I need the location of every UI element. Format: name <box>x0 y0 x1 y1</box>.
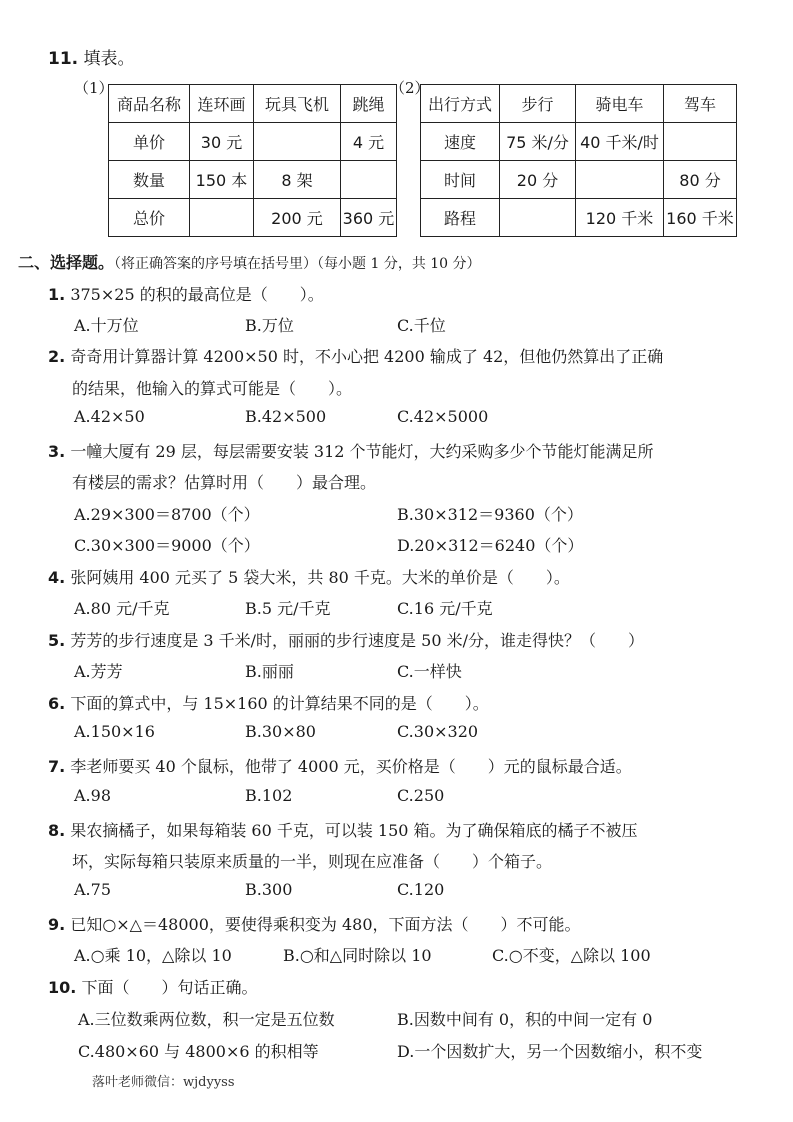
question-text-continued: 的结果，他输入的算式可能是（ ）。 <box>72 379 353 398</box>
option-b[interactable]: B.万位 <box>245 316 294 335</box>
question-2 <box>48 344 663 367</box>
question-number: 3. <box>48 442 66 461</box>
question-number: 6. <box>48 694 66 713</box>
option-d[interactable]: D.一个因数扩大，另一个因数缩小，积不变 <box>397 1042 703 1061</box>
table1-label: （1） <box>74 79 114 97</box>
option-b[interactable]: B.○和△同时除以 10 <box>283 946 432 965</box>
option-c[interactable]: C.120 <box>397 880 445 899</box>
option-d[interactable]: D.20×312＝6240（个） <box>397 536 584 555</box>
table-cell: 骑电车 <box>576 85 664 123</box>
question-10 <box>48 975 257 998</box>
goods-table <box>108 84 397 237</box>
option-c[interactable]: C.30×320 <box>397 722 479 741</box>
table-cell: 120 千米 <box>576 199 664 237</box>
table-cell: 20 分 <box>500 161 576 199</box>
question-9 <box>48 912 581 935</box>
question-text: 奇奇用计算器计算 4200×50 时，不小心把 4200 输成了 42，但他仍然算出了正确 <box>70 347 664 366</box>
footer-text: 落叶老师微信：wjdyyss <box>92 1075 235 1090</box>
question-text-continued: 有楼层的需求？估算时用（ ）最合理。 <box>72 473 377 492</box>
option-a[interactable]: A.80 元/千克 <box>74 599 170 618</box>
table-cell: 总价 <box>109 199 190 237</box>
table-cell <box>664 123 737 161</box>
table-cell: 75 米/分 <box>500 123 576 161</box>
option-b[interactable]: B.300 <box>245 880 293 899</box>
option-a[interactable]: A.150×16 <box>74 722 155 741</box>
table-cell <box>500 199 576 237</box>
table-cell: 8 架 <box>254 161 341 199</box>
question-1 <box>48 282 324 305</box>
question-number: 8. <box>48 821 66 840</box>
table-cell: 速度 <box>421 123 500 161</box>
table-cell: 路程 <box>421 199 500 237</box>
table-cell: 160 千米 <box>664 199 737 237</box>
question-number: 7. <box>48 757 66 776</box>
section-heading <box>18 250 481 273</box>
option-b[interactable]: B.30×80 <box>245 722 316 741</box>
option-c[interactable]: C.一样快 <box>397 662 462 681</box>
question-text-continued: 坏，实际每箱只装原来质量的一半，则现在应准备（ ）个箱子。 <box>72 852 553 871</box>
question-11-header <box>48 44 135 69</box>
travel-table <box>420 84 737 237</box>
question-text: 芳芳的步行速度是 3 千米/时，丽丽的步行速度是 50 米/分，谁走得快？（ ） <box>70 631 644 650</box>
table-cell <box>576 161 664 199</box>
option-c[interactable]: C.480×60 与 4800×6 的积相等 <box>78 1042 319 1061</box>
question-text: 下面的算式中，与 15×160 的计算结果不同的是（ ）。 <box>70 694 489 713</box>
option-b[interactable]: B.42×500 <box>245 407 327 426</box>
section-title: 二、选择题。 <box>18 253 115 272</box>
option-a[interactable]: A.十万位 <box>74 316 139 335</box>
table-cell <box>341 161 397 199</box>
question-text: 下面（ ）句话正确。 <box>81 978 258 997</box>
option-c[interactable]: C.250 <box>397 786 445 805</box>
table-cell: 40 千米/时 <box>576 123 664 161</box>
question-text: 一幢大厦有 29 层，每层需要安装 312 个节能灯，大约采购多少个节能灯能满足所 <box>70 442 654 461</box>
table-cell: 150 本 <box>190 161 254 199</box>
option-a[interactable]: A.29×300＝8700（个） <box>74 505 260 524</box>
question-title: 填表。 <box>83 49 135 69</box>
option-a[interactable]: A.98 <box>74 786 111 805</box>
question-4 <box>48 565 570 588</box>
question-5 <box>48 628 644 651</box>
table-row <box>421 123 737 161</box>
question-number: 11. <box>48 49 79 69</box>
table-cell: 玩具飞机 <box>254 85 341 123</box>
question-8 <box>48 818 638 841</box>
question-3 <box>48 439 654 462</box>
table-row <box>109 123 397 161</box>
question-number: 9. <box>48 915 66 934</box>
table-cell: 200 元 <box>254 199 341 237</box>
question-number: 4. <box>48 568 66 587</box>
option-a[interactable]: A.三位数乘两位数，积一定是五位数 <box>78 1010 335 1029</box>
table-cell: 驾车 <box>664 85 737 123</box>
question-number: 5. <box>48 631 66 650</box>
question-text: 李老师要买 40 个鼠标，他带了 4000 元，买价格是（ ）元的鼠标最合适。 <box>70 757 632 776</box>
table-cell: 时间 <box>421 161 500 199</box>
table-row <box>421 85 737 123</box>
table-cell: 80 分 <box>664 161 737 199</box>
table-cell <box>254 123 341 161</box>
option-c[interactable]: C.千位 <box>397 316 446 335</box>
question-text: 已知○×△＝48000，要使得乘积变为 480，下面方法（ ）不可能。 <box>70 915 581 934</box>
option-b[interactable]: B.丽丽 <box>245 662 294 681</box>
option-c[interactable]: C.42×5000 <box>397 407 489 426</box>
option-b[interactable]: B.30×312＝9360（个） <box>397 505 583 524</box>
question-number: 1. <box>48 285 66 304</box>
table-cell: 跳绳 <box>341 85 397 123</box>
table-cell: 360 元 <box>341 199 397 237</box>
question-7 <box>48 754 632 777</box>
table-row <box>109 199 397 237</box>
table2-label: （2） <box>390 79 430 97</box>
question-text: 张阿姨用 400 元买了 5 袋大米，共 80 千克。大米的单价是（ ）。 <box>70 568 570 587</box>
option-a[interactable]: A.75 <box>74 880 111 899</box>
option-b[interactable]: B.102 <box>245 786 293 805</box>
table-cell: 商品名称 <box>109 85 190 123</box>
question-text: 果农摘橘子，如果每箱装 60 千克，可以装 150 箱。为了确保箱底的橘子不被压 <box>70 821 638 840</box>
option-c[interactable]: C.30×300＝9000（个） <box>74 536 260 555</box>
section-note: （将正确答案的序号填在括号里）（每小题 1 分，共 10 分） <box>114 256 481 272</box>
question-6 <box>48 691 489 714</box>
question-number: 2. <box>48 347 66 366</box>
table-row <box>421 161 737 199</box>
option-a[interactable]: A.42×50 <box>74 407 145 426</box>
table-cell <box>190 199 254 237</box>
table-row <box>109 85 397 123</box>
option-b[interactable]: B.因数中间有 0，积的中间一定有 0 <box>397 1010 653 1029</box>
table-cell: 单价 <box>109 123 190 161</box>
question-text: 375×25 的积的最高位是（ ）。 <box>70 285 324 304</box>
table-cell: 出行方式 <box>421 85 500 123</box>
option-c[interactable]: C.16 元/千克 <box>397 599 493 618</box>
table-cell: 步行 <box>500 85 576 123</box>
table-cell: 数量 <box>109 161 190 199</box>
option-c[interactable]: C.○不变，△除以 100 <box>492 946 651 965</box>
option-a[interactable]: A.芳芳 <box>74 662 123 681</box>
option-b[interactable]: B.5 元/千克 <box>245 599 331 618</box>
table-cell: 30 元 <box>190 123 254 161</box>
table-row <box>109 161 397 199</box>
table-row <box>421 199 737 237</box>
question-number: 10. <box>48 978 77 997</box>
table-cell: 连环画 <box>190 85 254 123</box>
option-a[interactable]: A.○乘 10，△除以 10 <box>74 946 232 965</box>
table-cell: 4 元 <box>341 123 397 161</box>
